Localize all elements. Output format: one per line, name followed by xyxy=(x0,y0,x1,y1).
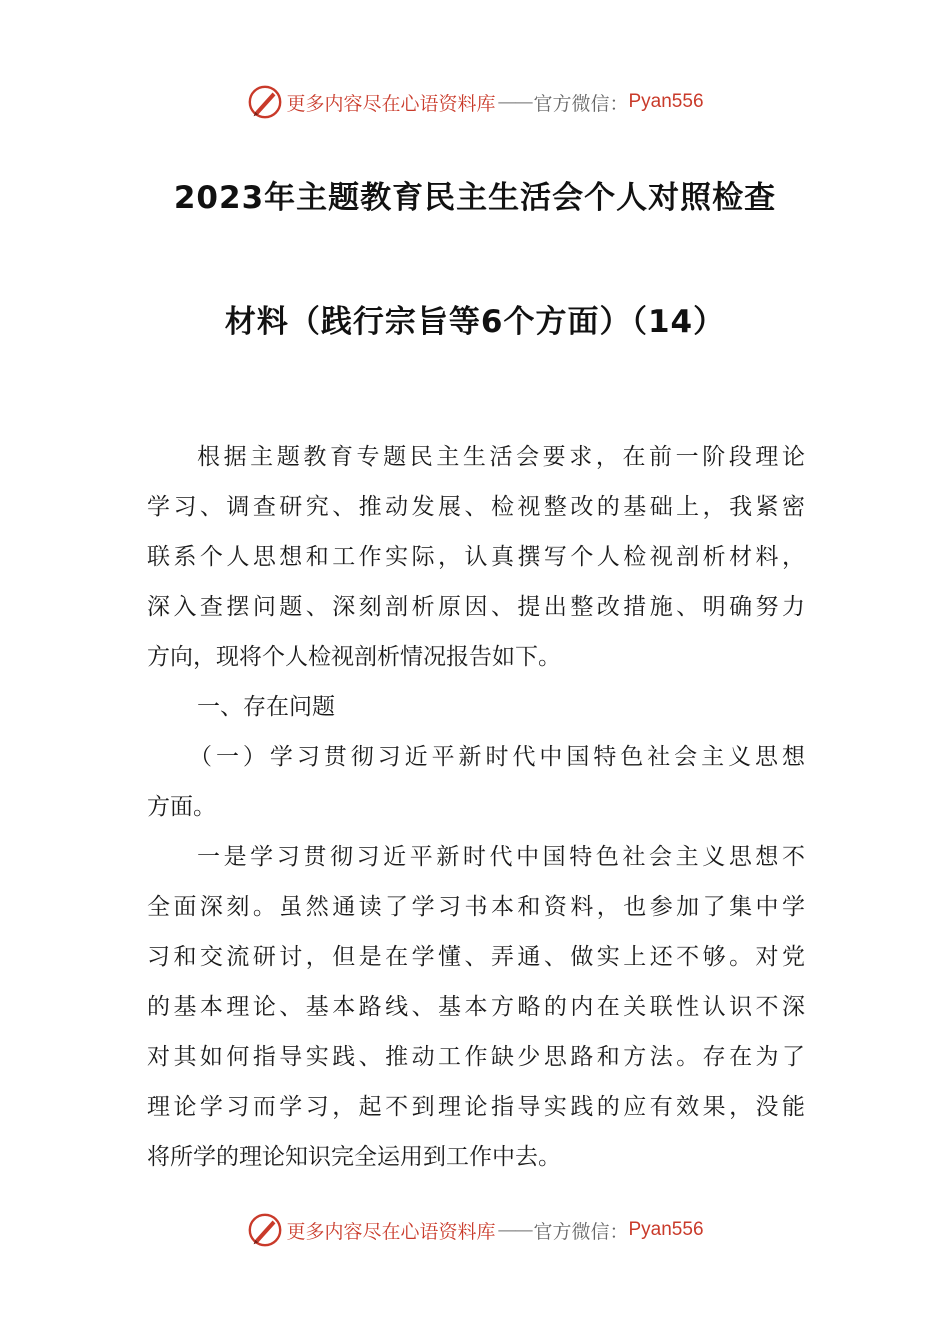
watermark-footer xyxy=(0,1210,950,1250)
body-line: 根据主题教育专题民主生活会要求，在前一阶段理论 xyxy=(197,444,805,470)
watermark-header xyxy=(0,82,950,122)
body-line: 方向，现将个人检视剖析情况报告如下。 xyxy=(147,644,561,670)
body-line: 习和交流研讨，但是在学懂、弄通、做实上还不够。对党 xyxy=(147,944,805,970)
body-line: 的基本理论、基本路线、基本方略的内在关联性认识不深 xyxy=(147,994,805,1020)
body-line: 对其如何指导实践、推动工作缺少思路和方法。存在为了 xyxy=(147,1044,805,1070)
pen-circle-icon xyxy=(246,83,284,121)
watermark-wechat-id: Pyan556 xyxy=(628,1219,704,1240)
watermark-site-name: 更多内容尽在心语资料库 xyxy=(286,1220,496,1243)
subsection-heading: （一）学习贯彻习近平新时代中国特色社会主义思想 xyxy=(189,744,805,770)
body-line: 联系个人思想和工作实际，认真撰写个人检视剖析材料， xyxy=(147,544,805,570)
body-line: 一是学习贯彻习近平新时代中国特色社会主义思想不 xyxy=(197,844,805,870)
watermark-dash: —— xyxy=(497,91,532,113)
document-body xyxy=(147,432,805,1182)
body-line: 学习、调查研究、推动发展、检视整改的基础上，我紧密 xyxy=(147,494,805,520)
body-line: 将所学的理论知识完全运用到工作中去。 xyxy=(147,1144,561,1170)
watermark-site-name: 更多内容尽在心语资料库 xyxy=(286,92,496,115)
watermark-official-label: 官方微信： xyxy=(533,1220,629,1243)
watermark-wechat-id: Pyan556 xyxy=(628,91,704,112)
document-title-line-2: 材料（践行宗旨等6个方面）（14） xyxy=(224,304,726,340)
document-title-line-1: 2023年主题教育民主生活会个人对照检查 xyxy=(173,180,777,216)
body-line: 全面深刻。虽然通读了学习书本和资料，也参加了集中学 xyxy=(147,894,805,920)
watermark-official-label: 官方微信： xyxy=(533,92,629,115)
watermark-dash: —— xyxy=(497,1219,532,1241)
section-heading: 一、存在问题 xyxy=(197,694,335,720)
pen-circle-icon xyxy=(246,1211,284,1249)
body-line: 深入查摆问题、深刻剖析原因、提出整改措施、明确努力 xyxy=(147,594,805,620)
body-line: 方面。 xyxy=(147,794,216,820)
body-line: 理论学习而学习，起不到理论指导实践的应有效果，没能 xyxy=(147,1094,805,1120)
